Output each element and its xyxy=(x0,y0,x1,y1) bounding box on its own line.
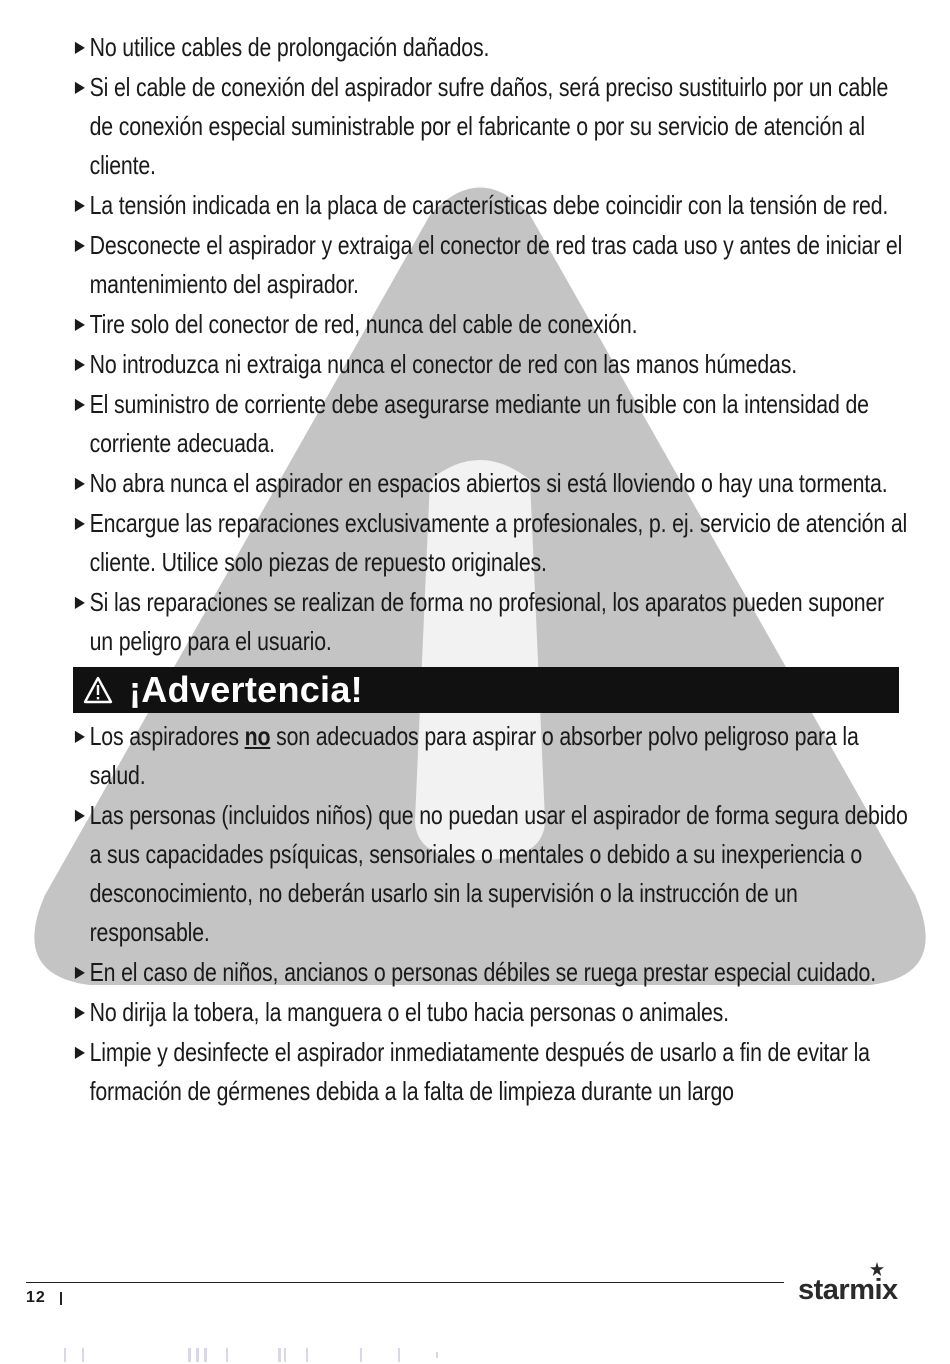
list-item: ▶ No introduzca ni extraiga nunca el conector de red con las manos húmedas. xyxy=(74,345,913,384)
list-item: ▶ Encargue las reparaciones exclusivamente a profesionales, p. ej. servicio de atención al cliente. Utilice solo piezas de repuesto originales. xyxy=(74,504,913,582)
instruction-list-after xyxy=(74,717,908,1111)
bullet-arrow-icon: ▶ xyxy=(74,964,85,981)
bullet-arrow-icon: ▶ xyxy=(74,316,85,333)
list-item: ▶ No dirija la tobera, la manguera o el tubo hacia personas o animales. xyxy=(74,993,913,1032)
warning-title: ¡Advertencia! xyxy=(129,669,363,710)
footer-divider xyxy=(26,1282,784,1283)
emphasis-no: no xyxy=(244,721,271,751)
list-item: ▶ Las personas (incluidos niños) que no puedan usar el aspirador de forma segura debido a sus capacidades psíquicas, sensoriales o mentales o debido a su inexperiencia o desconocimiento, no deberán usarlo sin la supervisión o la instrucción de un responsable. xyxy=(74,796,913,952)
warning-triangle-icon xyxy=(83,676,113,704)
list-item: ▶ Limpie y desinfecte el aspirador inmediatamente después de usarlo a fin de evitar la formación de gérmenes debida a la falta de limpieza durante un largo xyxy=(74,1033,913,1111)
bullet-arrow-icon: ▶ xyxy=(74,39,85,56)
safety-instructions xyxy=(74,28,908,1111)
list-item: ▶ El suministro de corriente debe asegurarse mediante un fusible con la intensidad de corriente adecuada. xyxy=(74,385,913,463)
list-item: ▶ No utilice cables de prolongación dañados. xyxy=(74,28,913,67)
bullet-arrow-icon: ▶ xyxy=(74,594,85,611)
bullet-arrow-icon: ▶ xyxy=(74,237,85,254)
list-item: ▶ Tire solo del conector de red, nunca del cable de conexión. xyxy=(74,305,913,344)
bullet-arrow-icon: ▶ xyxy=(74,1044,85,1061)
list-item: ▶ No abra nunca el aspirador en espacios abiertos si está lloviendo o hay una tormenta. xyxy=(74,464,913,503)
bullet-arrow-icon: ▶ xyxy=(74,475,85,492)
page-number-separator xyxy=(60,1292,62,1305)
brand-logo: starmix xyxy=(798,1274,898,1306)
page-number: 12 xyxy=(26,1289,46,1306)
list-item: ▶ Si las reparaciones se realizan de forma no profesional, los aparatos pueden suponer un peligro para el usuario. xyxy=(74,583,913,661)
bullet-arrow-icon: ▶ xyxy=(74,728,85,745)
list-item: ▶ La tensión indicada en la placa de características debe coincidir con la tensión de red. xyxy=(74,186,913,225)
instruction-list-before xyxy=(74,28,908,661)
list-item: ▶ En el caso de niños, ancianos o personas débiles se ruega prestar especial cuidado. xyxy=(74,953,913,992)
warning-heading-bar xyxy=(73,667,899,713)
bullet-arrow-icon: ▶ xyxy=(74,79,85,96)
list-item: ▶ Si el cable de conexión del aspirador sufre daños, será preciso sustituirlo por un cable de conexión especial suministrable por el fabricante o por su servicio de atención al cliente. xyxy=(74,68,913,185)
bullet-arrow-icon: ▶ xyxy=(74,807,85,824)
list-item: ▶ Los aspiradores no son adecuados para aspirar o absorber polvo peligroso para la salud. xyxy=(74,717,913,795)
bullet-arrow-icon: ▶ xyxy=(74,515,85,532)
print-registration-marks xyxy=(0,1346,950,1364)
bullet-arrow-icon: ▶ xyxy=(74,197,85,214)
star-icon xyxy=(870,1262,884,1276)
list-item: ▶ Desconecte el aspirador y extraiga el conector de red tras cada uso y antes de iniciar el mantenimiento del aspirador. xyxy=(74,226,913,304)
bullet-arrow-icon: ▶ xyxy=(74,1004,85,1021)
bullet-arrow-icon: ▶ xyxy=(74,356,85,373)
bullet-arrow-icon: ▶ xyxy=(74,396,85,413)
